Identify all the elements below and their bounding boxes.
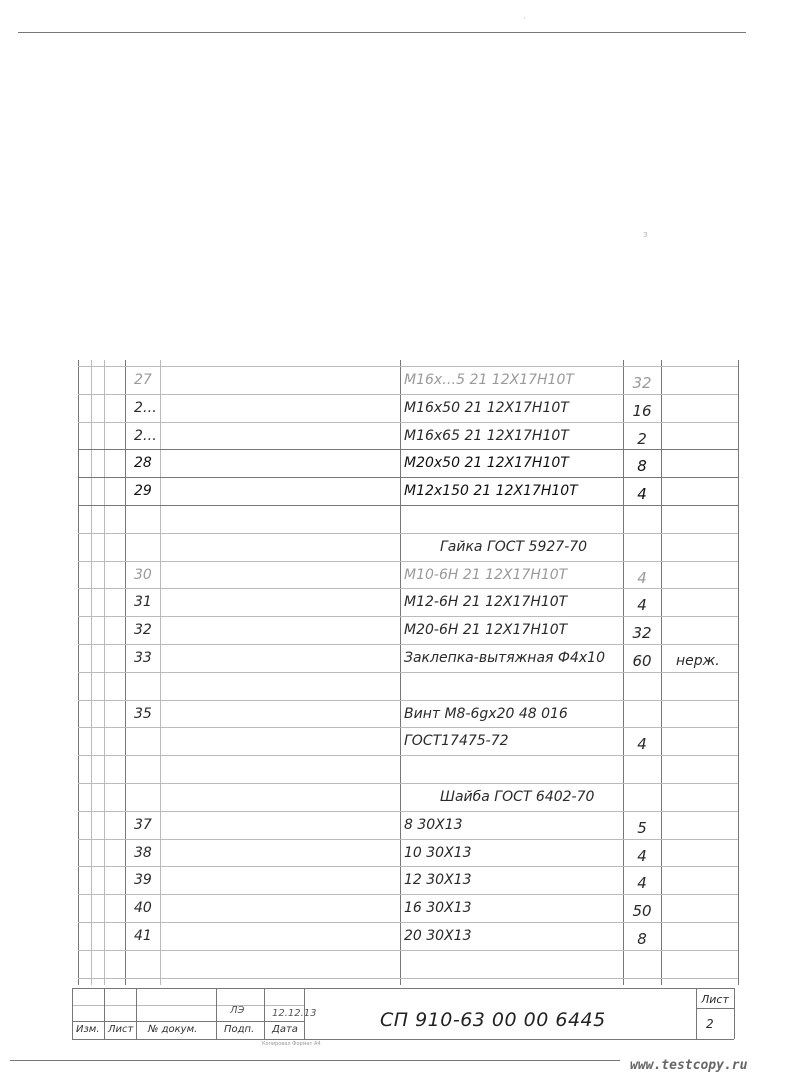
item-position: 38: [134, 844, 152, 861]
table-row-line: [78, 755, 738, 756]
item-quantity: 32: [632, 624, 652, 643]
item-designation: Заклепка-вытяжная Ф4x10: [404, 650, 605, 666]
item-quantity: 2: [637, 429, 647, 448]
table-row-line: [78, 477, 738, 478]
item-quantity: 16: [632, 401, 652, 420]
col-date-label: Дата: [272, 1024, 298, 1035]
stamp-text: Копировал Формат A4: [262, 1041, 321, 1047]
item-quantity: 5: [637, 818, 647, 837]
watermark: www.testcopy.ru: [630, 1058, 748, 1073]
item-position: 41: [134, 928, 152, 944]
title-block-column-line: [216, 988, 217, 1039]
item-designation: M12-6H 21 12Х17Н10Т: [404, 594, 568, 611]
item-designation: 16 30Х13: [404, 900, 472, 917]
item-quantity: 8: [637, 930, 647, 948]
item-quantity: 60: [632, 652, 652, 670]
table-row-line: [78, 422, 738, 423]
sheet-label: Лист: [701, 993, 729, 1006]
item-quantity: 4: [637, 846, 647, 865]
title-block-top-line: [72, 988, 734, 989]
item-position: 29: [134, 483, 152, 500]
item-designation: 8 30Х13: [404, 816, 463, 833]
item-designation: M12x150 21 12Х17Н10Т: [404, 483, 578, 500]
col-izm-label: Изм.: [76, 1024, 100, 1035]
sheet-cell-line: [696, 1008, 734, 1009]
signature: ЛЭ: [230, 1005, 245, 1016]
col-list-label: Лист: [108, 1024, 134, 1035]
col-sign-label: Подп.: [224, 1024, 255, 1035]
item-position: 35: [134, 705, 152, 722]
table-row-line: [78, 672, 738, 673]
item-quantity: 8: [637, 457, 647, 476]
table-row-line: [78, 783, 738, 784]
title-block-bottom-line: [72, 1039, 734, 1040]
item-position: 2…: [134, 427, 157, 444]
bottom-border-line: [10, 1060, 620, 1061]
item-designation: M16x50 21 12Х17Н10Т: [404, 399, 569, 416]
item-designation: 10 30Х13: [404, 844, 472, 861]
title-block-column-line: [734, 988, 735, 1039]
table-row-line: [78, 866, 738, 867]
item-quantity: 4: [637, 874, 647, 893]
item-designation: M10-6H 21 12Х17Н10Т: [404, 566, 568, 583]
group-heading: Гайка ГОСТ 5927-70: [440, 538, 588, 555]
table-row-line: [78, 894, 738, 895]
item-note: нерж.: [676, 653, 720, 669]
item-position: 39: [134, 872, 152, 889]
item-designation: 20 30Х13: [404, 928, 472, 944]
table-row-line: [78, 616, 738, 617]
item-designation: M20-6H 21 12Х17Н10Т: [404, 622, 568, 639]
item-quantity: 32: [632, 374, 652, 392]
item-position: 40: [134, 900, 152, 917]
table-row-line: [78, 950, 738, 951]
table-row-line: [78, 922, 738, 923]
table-column-line: [738, 360, 739, 985]
group-heading: Шайба ГОСТ 6402-70: [440, 789, 595, 805]
col-doc-label: № докум.: [148, 1024, 198, 1035]
table-row-line: [78, 449, 738, 450]
item-designation: Винт M8-6gx20 48 016: [404, 705, 568, 722]
item-position: 37: [134, 816, 152, 833]
document-designation: СП 910-63 00 00 6445: [380, 1009, 606, 1031]
title-block-row-line: [72, 1005, 304, 1006]
item-quantity: 50: [632, 902, 652, 921]
table-row-line: [78, 505, 738, 506]
title-block-column-line: [304, 988, 305, 1039]
table-row-line: [78, 394, 738, 395]
table-row-line: [78, 561, 738, 562]
title-block-column-line: [104, 988, 105, 1039]
item-position: 2…: [134, 399, 157, 416]
table-row-line: [78, 978, 738, 979]
table-row-line: [78, 839, 738, 840]
sheet-number: 2: [706, 1017, 714, 1031]
scan-mark: ·: [523, 14, 526, 24]
item-designation: M20x50 21 12Х17Н10Т: [404, 455, 569, 472]
item-position: 32: [134, 622, 152, 639]
item-designation: M16x…5 21 12Х17Н10Т: [404, 372, 574, 388]
item-quantity: 4: [637, 596, 647, 615]
table-row-line: [78, 700, 738, 701]
item-position: 30: [134, 566, 152, 583]
item-quantity: 4: [637, 735, 647, 754]
table-row-line: [78, 366, 738, 367]
item-position: 27: [134, 372, 152, 388]
item-quantity: 4: [637, 568, 647, 587]
table-row-line: [78, 533, 738, 534]
table-row-line: [78, 811, 738, 812]
table-row-line: [78, 644, 738, 645]
item-position: 31: [134, 594, 152, 611]
title-block-row-line: [72, 1021, 304, 1022]
top-border-line: [18, 32, 746, 33]
table-row-line: [78, 588, 738, 589]
item-designation: ГОСТ17475-72: [404, 733, 509, 750]
item-designation: M16x65 21 12Х17Н10Т: [404, 427, 569, 444]
scan-mark: ɜ: [643, 230, 648, 240]
signature-date: 12.12.13: [272, 1008, 317, 1019]
title-block-column-line: [72, 988, 73, 1039]
item-position: 33: [134, 650, 152, 666]
table-row-line: [78, 727, 738, 728]
item-quantity: 4: [637, 485, 647, 504]
title-block-column-line: [696, 988, 697, 1039]
item-designation: 12 30Х13: [404, 872, 472, 889]
title-block-column-line: [264, 988, 265, 1039]
title-block-column-line: [136, 988, 137, 1039]
item-position: 28: [134, 455, 152, 472]
